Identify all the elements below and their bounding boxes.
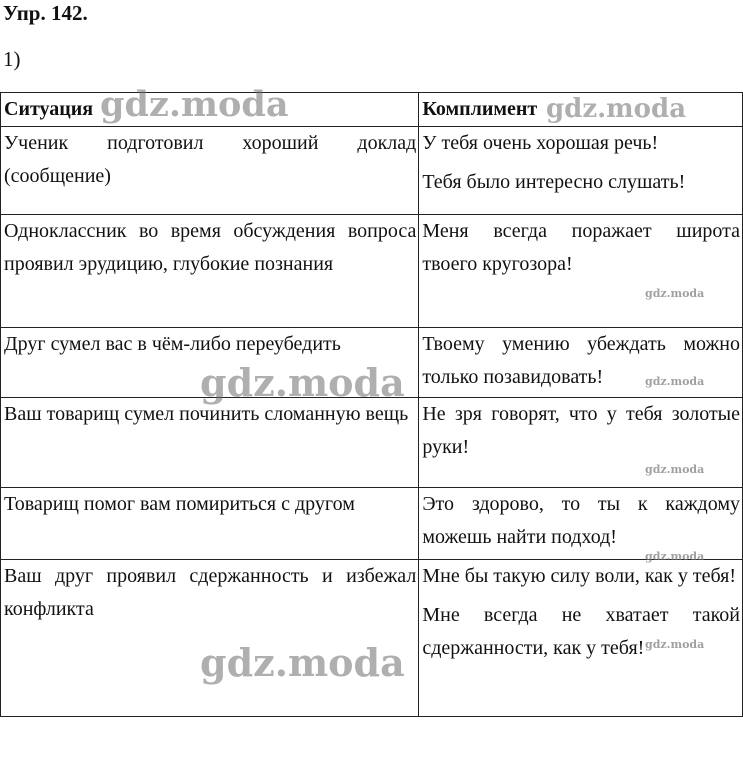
exercise-title: Упр. 142. — [3, 1, 88, 25]
watermark-logo: gdz.moda — [200, 360, 405, 405]
part-number: 1) — [3, 47, 21, 71]
situation-cell: Друг сумел вас в чём-либо переубедить — [1, 328, 419, 398]
compliment-text: Не зря говорят, что у тебя золотые руки! — [422, 403, 740, 458]
table-header-row — [1, 93, 743, 127]
compliment-text: Мне всегда не хватает такой сдержанности, как у тебя! — [422, 604, 740, 659]
situation-cell: Одноклассник во время обсуждения вопроса проявил эрудицию, глубокие познания — [1, 215, 419, 328]
compliment-cell — [419, 560, 743, 717]
situation-cell: Ваш товарищ сумел починить сломанную вещь — [1, 398, 419, 488]
compliment-cell — [419, 127, 743, 215]
table-row — [1, 560, 743, 717]
compliments-table — [0, 92, 743, 717]
watermark-logo: gdz.moda — [546, 94, 687, 124]
watermark-logo: gdz.moda — [645, 550, 705, 563]
watermark-logo: gdz.moda — [645, 638, 705, 651]
table-row — [1, 398, 743, 488]
compliment-text: Твоему умению убеждать можно только позавидовать! — [422, 333, 740, 388]
header-compliment: Комплимент — [419, 93, 743, 127]
compliment-text: Меня всегда поражает широта твоего кругозора! — [422, 220, 740, 275]
compliment-cell — [419, 398, 743, 488]
compliment-cell — [419, 488, 743, 560]
table-row — [1, 488, 743, 560]
table-row — [1, 127, 743, 215]
situation-cell: Товарищ помог вам помириться с другом — [1, 488, 419, 560]
situation-cell: Ваш друг проявил сдержанность и избежал конфликта — [1, 560, 419, 717]
watermark-logo: gdz.moda — [200, 640, 405, 685]
watermark-logo: gdz.moda — [645, 463, 705, 476]
compliment-text: Это здорово, то ты к каждому можешь найти подход! — [422, 493, 740, 548]
compliment-cell — [419, 328, 743, 398]
compliment-text: У тебя очень хорошая речь! — [422, 132, 659, 154]
table-row — [1, 328, 743, 398]
compliment-cell — [419, 215, 743, 328]
watermark-logo: gdz.moda — [100, 84, 289, 125]
compliment-text: Мне бы такую силу воли, как у тебя! — [422, 565, 736, 587]
situation-cell: Ученик подготовил хороший доклад (сообщение) — [1, 127, 419, 215]
table-row — [1, 215, 743, 328]
watermark-logo: gdz.moda — [645, 375, 705, 388]
watermark-logo: gdz.moda — [645, 287, 705, 300]
header-situation: Ситуация — [1, 93, 419, 127]
compliment-text: Тебя было интересно слушать! — [422, 171, 686, 193]
